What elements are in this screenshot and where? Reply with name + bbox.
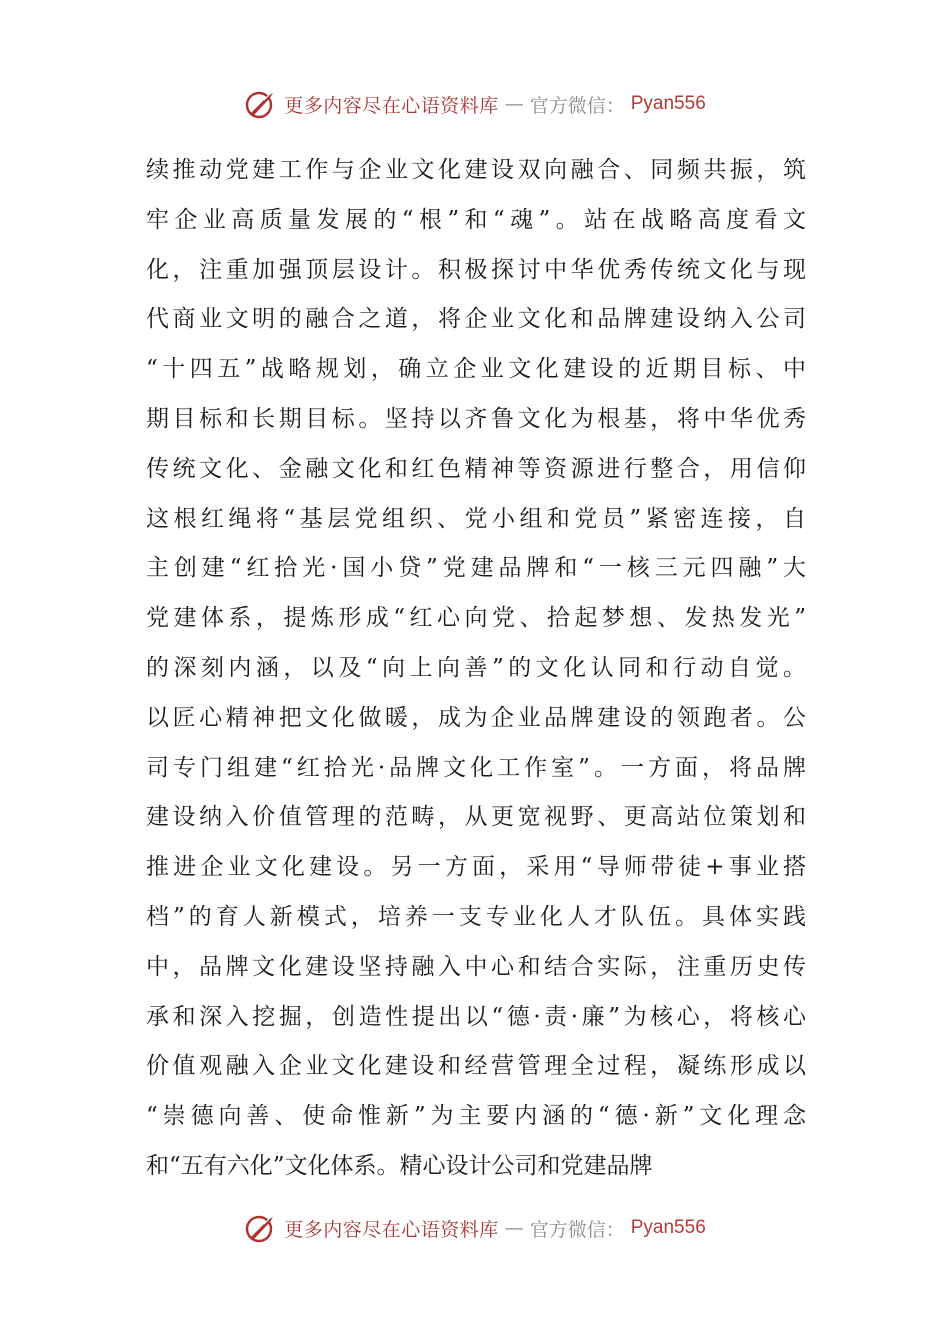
text-line: 和“五有六化”文化体系。精心设计公司和党建品牌	[146, 1152, 653, 1179]
pen-logo-icon	[244, 87, 278, 121]
text-line: “崇德向善、使命惟新”为主要内涵的“德·新”文化理念	[146, 1103, 806, 1130]
header-text: 更多内容尽在心语资料库	[284, 94, 499, 117]
text-line: 传统文化、金融文化和红色精神等资源进行整合，用信仰	[146, 455, 806, 482]
footer-text: 更多内容尽在心语资料库	[284, 1218, 499, 1241]
footer-wechat-id: Pyan556	[630, 1217, 706, 1238]
header-wechat-label: 官方微信：	[529, 94, 625, 117]
text-line: 建设纳入价值管理的范畴，从更宽视野、更高站位策划和	[146, 804, 806, 831]
text-line: 的深刻内涵，以及“向上向善”的文化认同和行动自觉。	[146, 654, 806, 681]
body-text	[146, 146, 806, 1192]
footer-banner	[0, 1208, 950, 1248]
text-line: “十四五”战略规划，确立企业文化建设的近期目标、中	[146, 356, 806, 383]
footer-wechat-label: 官方微信：	[529, 1218, 625, 1241]
text-line: 司专门组建“红拾光·品牌文化工作室”。一方面，将品牌	[146, 754, 806, 781]
text-line: 档”的育人新模式，培养一支专业化人才队伍。具体实践	[146, 903, 806, 930]
header-banner	[0, 84, 950, 124]
footer-separator: —	[504, 1217, 524, 1239]
text-line: 牢企业高质量发展的“根”和“魂”。站在战略高度看文	[146, 206, 806, 233]
text-line: 续推动党建工作与企业文化建设双向融合、同频共振，筑	[146, 157, 806, 183]
text-line: 推进企业文化建设。另一方面，采用“导师带徒+事业搭	[146, 854, 806, 881]
text-line: 期目标和长期目标。坚持以齐鲁文化为根基，将中华优秀	[146, 405, 806, 432]
text-line: 主创建“红拾光·国小贷”党建品牌和“一核三元四融”大	[146, 555, 806, 582]
pen-logo-icon	[244, 1211, 278, 1245]
text-line: 以匠心精神把文化做暖，成为企业品牌建设的领跑者。公	[146, 704, 806, 731]
text-line: 代商业文明的融合之道，将企业文化和品牌建设纳入公司	[146, 306, 806, 333]
text-line: 党建体系，提炼形成“红心向党、拾起梦想、发热发光”	[146, 605, 806, 632]
text-line: 这根红绳将“基层党组织、党小组和党员”紧密连接，自	[146, 505, 806, 532]
text-line: 化，注重加强顶层设计。积极探讨中华优秀传统文化与现	[146, 256, 806, 283]
header-wechat-id: Pyan556	[630, 93, 706, 114]
text-line: 价值观融入企业文化建设和经营管理全过程，凝练形成以	[146, 1053, 806, 1080]
text-line: 承和深入挖掘，创造性提出以“德·责·廉”为核心，将核心	[146, 1003, 806, 1030]
text-line: 中，品牌文化建设坚持融入中心和结合实际，注重历史传	[146, 953, 806, 980]
header-separator: —	[504, 93, 524, 115]
